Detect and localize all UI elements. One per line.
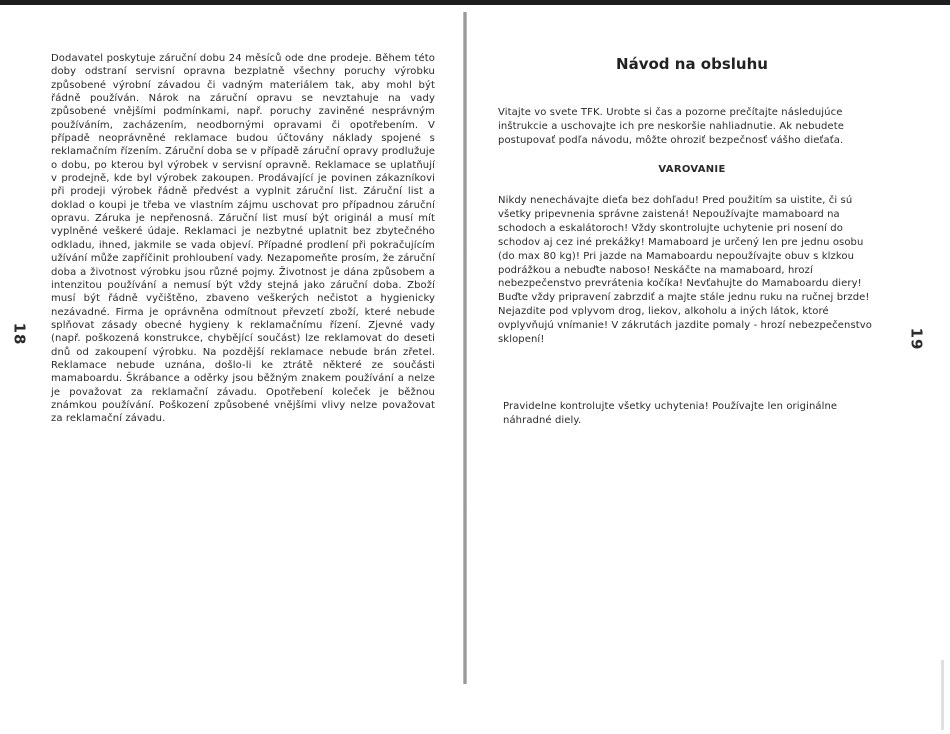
page-number-left: 18	[10, 322, 29, 346]
warning-heading: VAROVANIE	[658, 164, 726, 175]
right-page	[467, 0, 950, 734]
manual-title: Návod na obsluhu	[616, 55, 768, 73]
warranty-text: Dodavatel poskytuje záruční dobu 24 měsíců ode dne prodeje. Během této doby odstraní servisní opravna bezplatně všechny poruchy výrobku způsobené výrobní závadou či vadným materiálem tak, aby mohl být řádně používán. Nárok na záruční opravu se nevztahuje na vady způsobené vnějšími podmínkami, např. poruchy zaviněné nesprávným používáním, zacházením, neodbornými opravami či opotřebením. V případě neoprávněné reklamace budou účtovány náklady spojené s reklamačním řízením. Záruční doba se v případě záruční opravy prodlužuje o dobu, po kterou byl výrobek v servisní opravně. Reklamace se uplatňují v prodejně, kde byl výrobek zakoupen. Prodávající je povinen zákazníkovi při prodeji výrobek řádně předvést a vyplnit záruční list. Záruční list a doklad o koupi je třeba ve vlastním zájmu uschovat pro případnou záruční opravu. Záruka je nepřenosná. Záruční list musí být originál a musí mít vyplněné veškeré údaje. Reklamaci je nezbytné uplatnit bez zbytečného odkladu, ihned, jakmile se vada objeví. Případné prodlení při pokračujícím užívání může zapříčinit prohloubení vady. Nezapomeňte prosím, že záruční doba a životnost výrobku jsou různé pojmy. Životnost je dána způsobem a intenzitou používání a nemusí být vždy stejná jako záruční doba. Zboží musí být řádně vyčištěno, zbaveno veškerých nečistot a hygienicky nezávadné. Firma je oprávněna odmítnout převzetí zboží, které nebude splňovat zásady obecné hygieny k reklamačnímu řízení. Zjevné vady (např. poškozená konstrukce, chybějící součást) lze reklamovat do deseti dnů od zakoupení výrobku. Na pozdější reklamace nebude brán zřetel. Reklamace nebude uznána, došlo-li ke ztrátě některé ze součásti mamaboardu. Škrábance a oděrky jsou běžným znakem používání a nelze je považovat za reklamační závadu. Opotřebení koleček je běžnou známkou používání. Poškození způsobené vnějšími vlivy nelze považovat za reklamační závadu.	[51, 53, 435, 425]
closing-paragraph: Pravidelne kontrolujte všetky uchytenia! Používajte len originálne náhradné diely.	[503, 401, 838, 426]
left-page	[0, 0, 463, 734]
warning-paragraph: Nikdy nenechávajte dieťa bez dohľadu! Pred použitím sa uistite, či sú všetky pripevnenia správne zaistená! Nepoužívajte mamaboard na schodoch a eskalátoroch! Vždy skontrolujte uchytenie pri nosení do schodov aj cez iné prekážky! Mamaboard je určený len pre jednu osobu (do max 80 kg)! Pri jazde na Mamaboardu nepoužívajte obuv s klzkou podrážkou a nebuďte naboso! Neskáčte na mamaboard, hrozí nebezpečenstvo prevrátenia kočíka! Nevťahujte do Mamaboardu diery! Buďte vždy pripravení zabrzdiť a majte stále jednu ruku na ručnej brzde! Nejazdite pod vplyvom drog, liekov, alkoholu a iných látok, ktoré ovplyvňujú vnímanie! V zákrutách jazdite pomaly - hrozí nebezpečenstvo sklopení!	[498, 195, 873, 346]
intro-paragraph: Vitajte vo svete TFK. Urobte si čas a pozorne prečítajte následujúce inštrukcie a uschovajte ich pre neskoršie nahliadnutie. Ak nebudete postupovať podľa návodu, môžte ohroziť bezpečnosť vášho dieťaťa.	[498, 107, 845, 147]
page-edge-shadow	[941, 660, 944, 730]
page-number-right: 19	[907, 327, 926, 351]
